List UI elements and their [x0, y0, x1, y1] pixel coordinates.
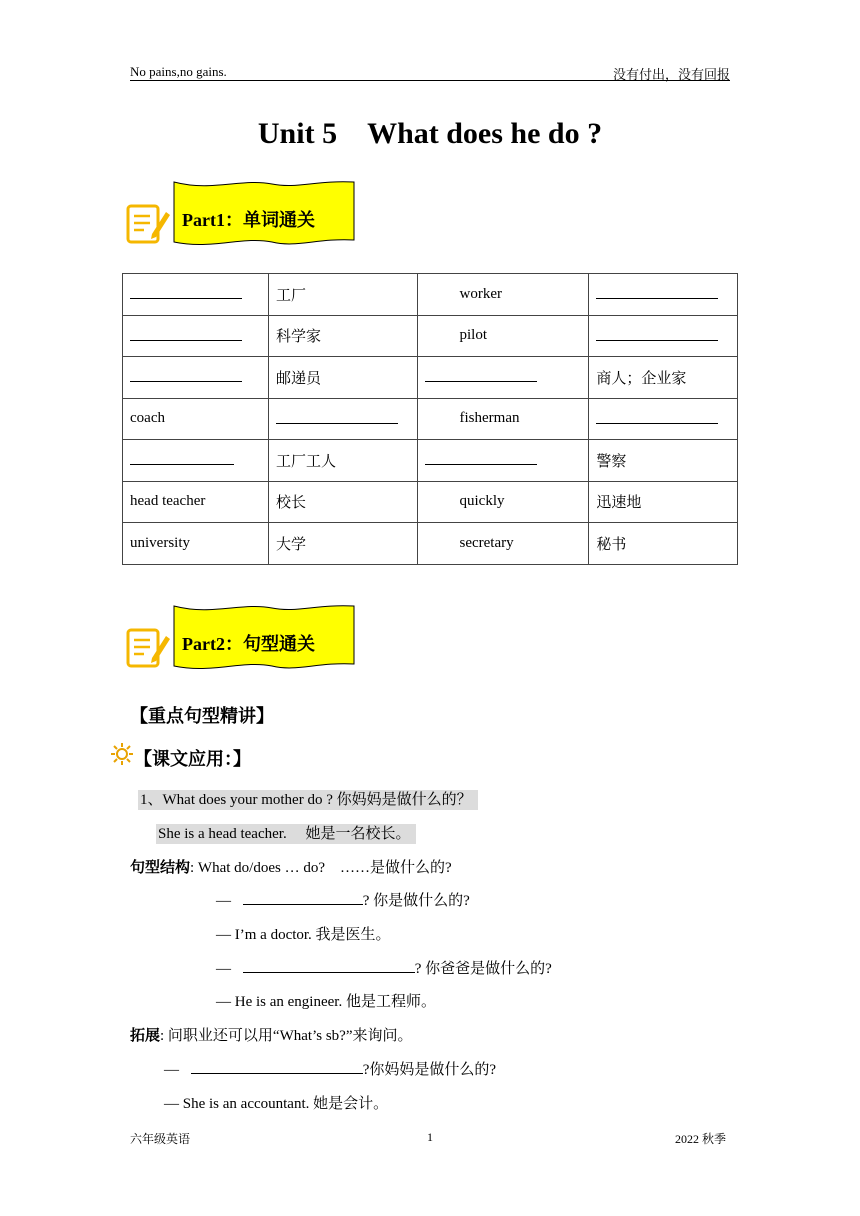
table-row [123, 274, 738, 316]
table-cell [268, 274, 417, 316]
dash: — [216, 893, 231, 909]
table-cell [123, 523, 269, 565]
table-cell [417, 398, 589, 440]
extension-question-suffix: ?你妈妈是做什么的? [362, 1062, 497, 1078]
cell-text: 警察 [596, 453, 627, 470]
table-cell [268, 523, 417, 565]
cell-text: head teacher [130, 493, 206, 510]
table-cell [268, 357, 417, 399]
example1-question [138, 788, 478, 809]
table-cell [417, 274, 589, 316]
table-cell [417, 440, 589, 482]
dialog-a2: — He is an engineer. 他是工程师。 [216, 994, 436, 1010]
table-cell [417, 357, 589, 399]
header-motto-chinese: 没有付出，没有回报 [612, 67, 730, 82]
table-cell [268, 398, 417, 440]
table-cell [589, 523, 738, 565]
dialog-q2-suffix: ? 你爸爸是做什么的? [414, 961, 552, 977]
fill-in-blank[interactable] [130, 284, 242, 299]
table-row [123, 523, 738, 565]
text-application-heading: 【课文应用：】 [134, 749, 251, 769]
cell-text: worker [459, 285, 502, 302]
answer-blank[interactable] [191, 1059, 363, 1074]
dialog-q2 [216, 957, 552, 978]
fill-in-blank[interactable] [130, 367, 242, 382]
cell-text: secretary [459, 534, 514, 551]
table-cell [123, 315, 269, 357]
example1-answer [156, 822, 416, 843]
cell-text: 迅速地 [596, 495, 642, 512]
table-cell [268, 315, 417, 357]
fill-in-blank[interactable] [596, 409, 718, 424]
table-cell [589, 357, 738, 399]
cell-text: fisherman [459, 410, 520, 427]
table-cell [417, 315, 589, 357]
footer-term: 2022 秋季 [674, 1132, 726, 1146]
cell-text: 科学家 [275, 329, 321, 346]
part1-label: Part1：单词通关 [182, 210, 315, 230]
table-cell [417, 523, 589, 565]
page-title: Unit 5 What does he do ? [257, 117, 603, 150]
dash: — [216, 961, 231, 977]
fill-in-blank[interactable] [425, 450, 537, 465]
cell-text: 校长 [275, 495, 306, 512]
table-row [123, 398, 738, 440]
example1-question-text: 1、What does your mother do ? 你妈妈是做什么的？ [138, 790, 478, 810]
table-cell [123, 440, 269, 482]
vocab-table [122, 273, 738, 565]
answer-blank[interactable] [243, 958, 415, 973]
footer-page-number: 1 [427, 1130, 433, 1144]
header-rule [130, 80, 730, 81]
extension-answer: — She is an accountant. 她是会计。 [164, 1096, 389, 1112]
table-cell [589, 398, 738, 440]
cell-text: 邮递员 [275, 370, 321, 387]
table-row [123, 440, 738, 482]
answer-blank[interactable] [243, 890, 363, 905]
table-row [123, 481, 738, 523]
dialog-q1 [216, 889, 470, 910]
fill-in-blank[interactable] [596, 326, 718, 341]
part2-banner [122, 602, 362, 682]
notepad-icon [128, 206, 170, 242]
footer-grade: 六年级英语 [130, 1132, 191, 1146]
cell-text: quickly [459, 493, 505, 510]
cell-text: coach [130, 410, 165, 427]
dialog-a1: — I’m a doctor. 我是医生。 [216, 927, 391, 943]
extension-text: : 问职业还可以用“What’s sb?”来询问。 [160, 1028, 413, 1044]
table-cell [417, 481, 589, 523]
key-sentences-heading: 【重点句型精讲】 [130, 706, 274, 726]
table-cell [589, 481, 738, 523]
table-cell [589, 440, 738, 482]
sun-icon [110, 742, 134, 771]
table-cell [123, 481, 269, 523]
cell-text: 工厂工人 [275, 453, 336, 470]
notepad-icon [128, 630, 170, 666]
cell-text: university [130, 534, 190, 551]
table-row [123, 315, 738, 357]
header-motto: No pains,no gains. [130, 64, 227, 79]
cell-text: 工厂 [275, 287, 306, 304]
table-cell [268, 440, 417, 482]
dialog-q1-suffix: ? 你是做什么的? [362, 893, 470, 909]
table-cell [589, 315, 738, 357]
fill-in-blank[interactable] [596, 284, 718, 299]
extension-question [164, 1058, 496, 1079]
fill-in-blank[interactable] [130, 326, 242, 341]
cell-text: pilot [459, 327, 488, 344]
table-cell [123, 274, 269, 316]
cell-text: 商人；企业家 [596, 370, 687, 387]
fill-in-blank[interactable] [425, 367, 537, 382]
table-cell [123, 357, 269, 399]
extension-line [130, 1024, 412, 1045]
table-row [123, 357, 738, 399]
dash: — [164, 1062, 179, 1078]
table-cell [268, 481, 417, 523]
structure-text: : What do/does … do? ……是做什么的? [190, 860, 452, 876]
fill-in-blank[interactable] [130, 450, 234, 465]
extension-label: 拓展 [130, 1028, 161, 1044]
part1-banner [122, 178, 362, 258]
part2-label: Part2：句型通关 [182, 634, 315, 654]
table-cell [123, 398, 269, 440]
structure-label: 句型结构 [130, 860, 191, 876]
table-cell [589, 274, 738, 316]
structure-line [130, 856, 452, 877]
cell-text: 大学 [275, 536, 306, 553]
fill-in-blank[interactable] [276, 409, 398, 424]
example1-answer-text: She is a head teacher. 她是一名校长。 [156, 824, 416, 844]
cell-text: 秘书 [596, 536, 627, 553]
